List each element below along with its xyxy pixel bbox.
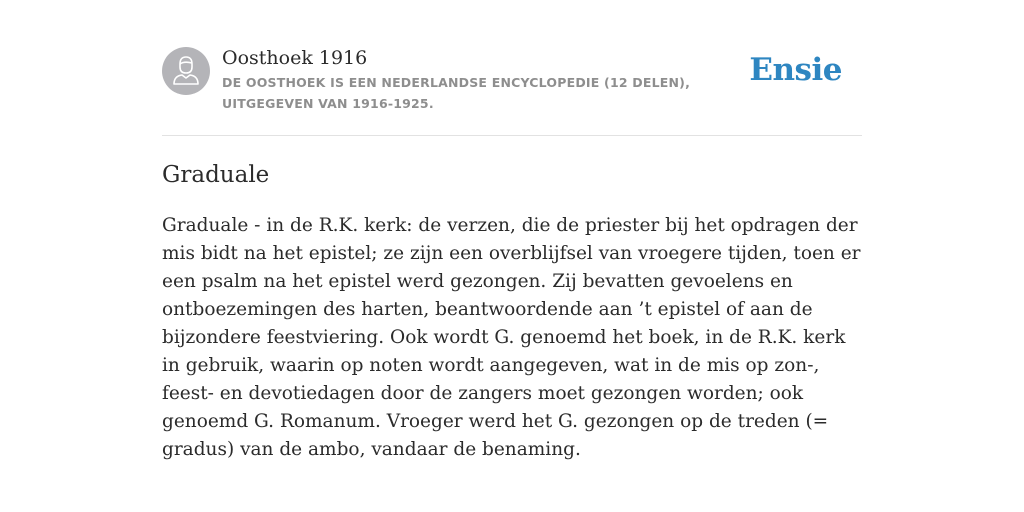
header-divider [162,135,862,136]
entry-body: Graduale - in de R.K. kerk: de verzen, die de priester bij het opdragen der mis bidt na het epistel; ze zijn een overblijfsel van vroegere tijden, toen er een psalm na het epistel werd gezongen. Zij bevatten gevoelens en ontboezemingen des harten, beantwoordende aan ’t epistel of aan de bijzondere feestviering. Ook wordt G. genoemd het boek, in de R.K. kerk in gebruik, waarin op noten wordt aangegeven, wat in de mis op zon-, feest- en devotiedagen door de zangers moet gezongen worden; ook genoemd G. Romanum. Vroeger werd het G. gezongen op de treden (= gradus) van de ambo, vandaar de benaming. [162,215,861,460]
entry-card [162,0,862,512]
user-icon[interactable] [162,47,210,95]
brand-logo[interactable]: Ensie [749,52,842,88]
source-header [162,46,862,116]
source-description: DE OOSTHOEK IS EEN NEDERLANDSE ENCYCLOPEDIE (12 DELEN), UITGEGEVEN VAN 1916-1925. [222,75,691,111]
entry-title: Graduale [162,162,270,188]
source-title[interactable]: Oosthoek 1916 [222,47,368,69]
